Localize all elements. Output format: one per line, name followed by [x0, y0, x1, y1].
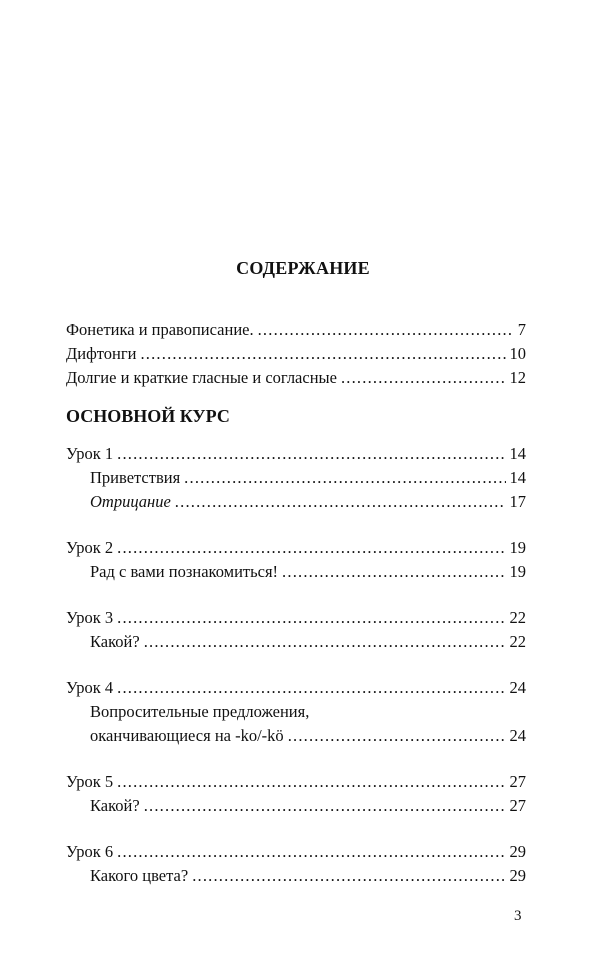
toc-entry-page: 10 — [509, 344, 526, 363]
dot-leader — [192, 864, 505, 888]
page-number: 3 — [514, 908, 522, 924]
lesson-entry — [66, 676, 526, 700]
topic-page: 14 — [509, 468, 526, 487]
lesson-page: 27 — [509, 772, 526, 791]
page-title: СОДЕРЖАНИЕ — [236, 258, 370, 278]
dot-leader — [144, 630, 506, 654]
topic-entry — [66, 794, 526, 818]
lesson-label: Урок 1 — [66, 444, 114, 463]
dot-leader — [117, 442, 505, 466]
topic-label: Приветствия — [90, 468, 181, 487]
topic-label: оканчивающиеся на -ko/-kö — [90, 726, 284, 745]
dot-leader — [117, 536, 505, 560]
dot-leader — [117, 770, 505, 794]
toc-entry-page: 12 — [509, 368, 526, 387]
dot-leader — [117, 840, 505, 864]
toc-entry — [66, 318, 526, 342]
topic-page: 24 — [509, 726, 526, 745]
topic-page: 19 — [509, 562, 526, 581]
lesson-page: 19 — [509, 538, 526, 557]
topic-label: Какой? — [90, 632, 140, 651]
lesson-entry — [66, 606, 526, 630]
topic-label: Отрицание — [90, 492, 171, 511]
topic-entry — [66, 490, 526, 514]
lesson-entry — [66, 770, 526, 794]
dot-leader — [117, 606, 505, 630]
toc-entry-label: Фонетика и правописание. — [66, 320, 254, 339]
topic-entry — [66, 560, 526, 584]
lesson-entry — [66, 536, 526, 560]
topic-entry — [66, 630, 526, 654]
lesson-label: Урок 6 — [66, 842, 114, 861]
lesson-label: Урок 5 — [66, 772, 114, 791]
lesson-label: Урок 2 — [66, 538, 114, 557]
dot-leader — [282, 560, 505, 584]
topic-page: 27 — [509, 796, 526, 815]
toc-entry — [66, 366, 526, 390]
toc-entry-label: Дифтонги — [66, 344, 137, 363]
dot-leader — [144, 794, 506, 818]
topic-label-line: Вопросительные предложения, — [90, 702, 310, 721]
dot-leader — [175, 490, 506, 514]
toc-entry-page: 7 — [517, 320, 526, 339]
lesson-page: 29 — [509, 842, 526, 861]
dot-leader — [117, 676, 505, 700]
toc-entry-label: Долгие и краткие гласные и согласные — [66, 368, 337, 387]
section-heading: ОСНОВНОЙ КУРС — [66, 406, 230, 426]
dot-leader — [341, 366, 506, 390]
dot-leader — [140, 342, 505, 366]
lesson-page: 22 — [509, 608, 526, 627]
table-of-contents — [66, 318, 526, 888]
topic-label: Рад с вами познакомиться! — [90, 562, 279, 581]
dot-leader — [184, 466, 505, 490]
dot-leader — [288, 724, 506, 748]
topic-label: Какого цвета? — [90, 866, 189, 885]
topic-page: 17 — [509, 492, 526, 511]
dot-leader — [258, 318, 512, 342]
topic-entry — [66, 466, 526, 490]
topic-entry — [66, 864, 526, 888]
lesson-entry — [66, 442, 526, 466]
lesson-label: Урок 3 — [66, 608, 114, 627]
lesson-page: 24 — [509, 678, 526, 697]
topic-page: 22 — [509, 632, 526, 651]
topic-entry — [66, 724, 526, 748]
topic-label: Какой? — [90, 796, 140, 815]
lesson-page: 14 — [509, 444, 526, 463]
lesson-label: Урок 4 — [66, 678, 114, 697]
toc-entry — [66, 342, 526, 366]
topic-page: 29 — [509, 866, 526, 885]
lesson-entry — [66, 840, 526, 864]
